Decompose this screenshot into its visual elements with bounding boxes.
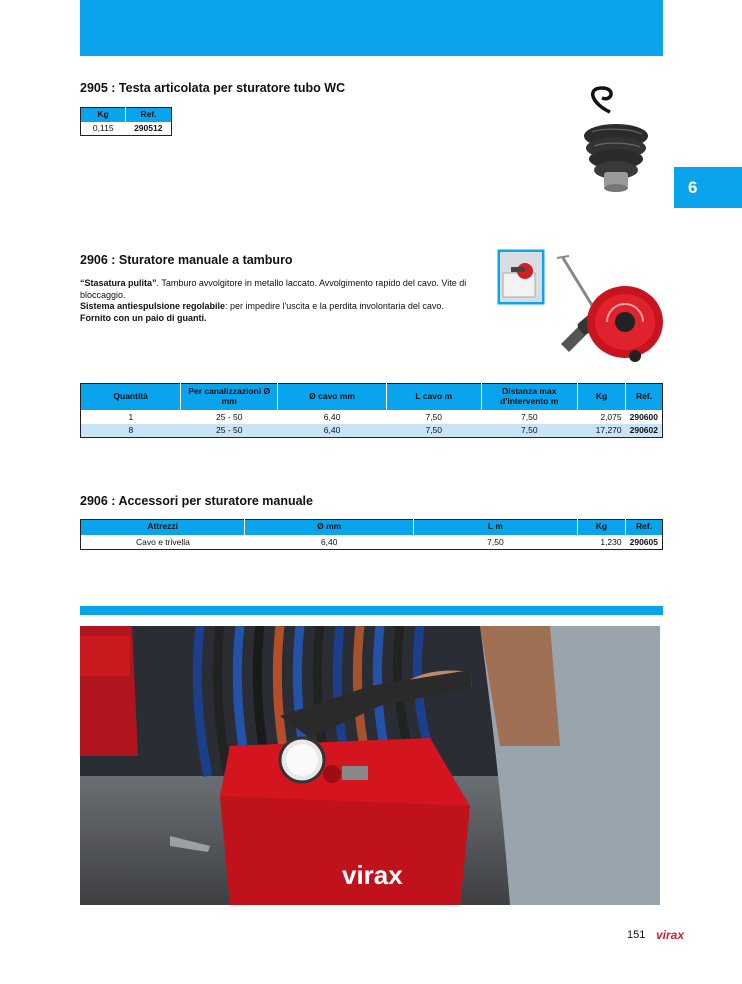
cell: 7,50 bbox=[487, 536, 504, 547]
col-header: Ø mm bbox=[245, 520, 414, 535]
cell: 8 bbox=[81, 424, 181, 438]
section-divider bbox=[80, 606, 663, 615]
col-header: Ref. bbox=[126, 108, 172, 122]
desc-text: : per impedire l'uscita e la perdita involontaria del cavo. bbox=[225, 301, 444, 311]
cell: 7,50 bbox=[425, 411, 443, 422]
product-2906-description bbox=[80, 278, 472, 324]
cell: 7,50 bbox=[481, 424, 577, 438]
cell: 1,230 bbox=[600, 536, 622, 547]
col-header: Kg bbox=[577, 520, 625, 535]
product-photo bbox=[80, 626, 660, 905]
header-band bbox=[80, 0, 663, 56]
cell: 1 bbox=[128, 411, 134, 422]
page-number: 151 bbox=[627, 929, 646, 941]
cell: 17,270 bbox=[577, 424, 625, 438]
cell: 0,115 bbox=[92, 123, 114, 134]
desc-highlight: Sistema antiespulsione regolabile bbox=[80, 301, 226, 311]
col-header: Ref. bbox=[626, 384, 663, 410]
accessori-title: 2906 : Accessori per sturatore manuale bbox=[80, 494, 313, 508]
col-header: L m bbox=[414, 520, 578, 535]
desc-highlight: Fornito con un paio di guanti. bbox=[80, 312, 207, 323]
col-header: Per canalizzazioni Ø mm bbox=[181, 384, 278, 410]
photo-brand-text: virax bbox=[342, 860, 403, 890]
usage-thumbnail bbox=[497, 249, 545, 305]
col-header: Ø cavo mm bbox=[278, 384, 387, 410]
chapter-number: 6 bbox=[688, 177, 698, 197]
table-row bbox=[81, 535, 663, 550]
col-header: Distanza max d'intervento m bbox=[481, 384, 577, 410]
col-header: Attrezzi bbox=[81, 520, 245, 535]
table-row bbox=[81, 424, 663, 438]
drum-auger-image bbox=[555, 252, 665, 370]
cell: 25 - 50 bbox=[181, 424, 278, 438]
product-2905-table bbox=[80, 107, 172, 136]
articulated-head-image bbox=[572, 84, 658, 194]
cell: 6,40 bbox=[323, 411, 341, 422]
product-2905-title: 2905 : Testa articolata per sturatore tubo WC bbox=[80, 81, 346, 95]
cell: 7,50 bbox=[386, 424, 481, 438]
ref-cell: 290512 bbox=[134, 123, 163, 134]
table-row bbox=[81, 122, 172, 136]
chapter-tab[interactable] bbox=[674, 167, 742, 208]
col-header: Kg bbox=[81, 108, 126, 122]
ref-cell: 290600 bbox=[629, 411, 658, 422]
cell: 6,40 bbox=[320, 536, 338, 547]
cell: 2,075 bbox=[600, 411, 622, 422]
ref-cell: 290605 bbox=[629, 536, 658, 547]
table-row bbox=[81, 410, 663, 424]
cell: Cavo e trivella bbox=[136, 536, 190, 547]
col-header: Quantità bbox=[81, 384, 181, 410]
desc-text: . Tamburo avvolgitore in metallo laccato. Avvolgimento rapido del cavo. Vite di bloccaggio. bbox=[80, 278, 467, 300]
product-2906-title: 2906 : Sturatore manuale a tamburo bbox=[80, 253, 293, 267]
accessori-table bbox=[80, 519, 663, 550]
brand-logo: virax bbox=[656, 928, 685, 942]
cell: 6,40 bbox=[278, 424, 387, 438]
col-header: Kg bbox=[577, 384, 625, 410]
col-header: L cavo m bbox=[386, 384, 481, 410]
cell: 25 - 50 bbox=[216, 411, 243, 422]
desc-highlight: “Stasatura pulita” bbox=[80, 278, 157, 288]
product-2906-table bbox=[80, 383, 663, 438]
cell: 7,50 bbox=[521, 411, 538, 422]
ref-cell: 290602 bbox=[626, 424, 663, 438]
col-header: Ref. bbox=[626, 520, 663, 535]
